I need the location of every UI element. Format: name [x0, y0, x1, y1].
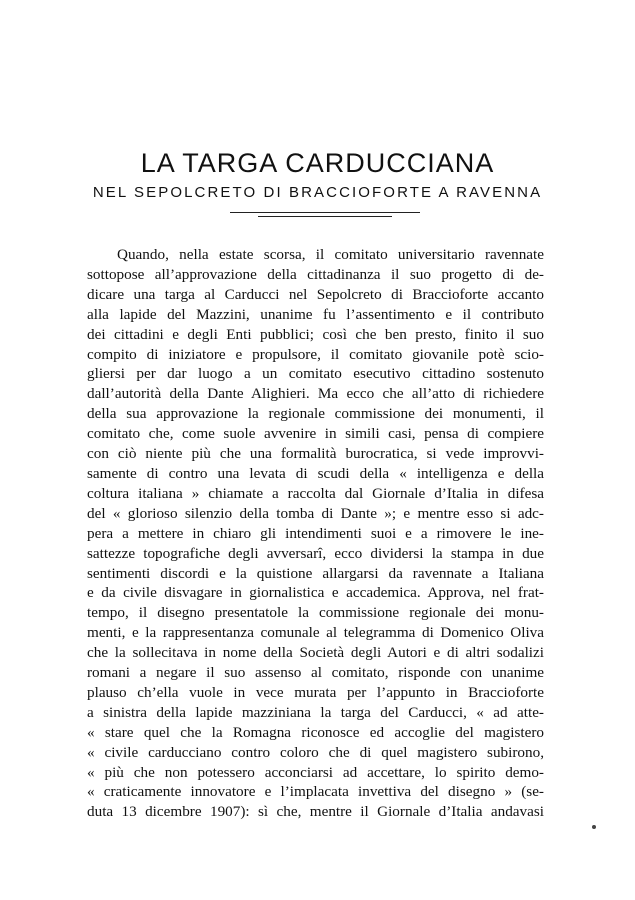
body-line: plauso ch’ella vuole in vece murata per l’appunto in Braccioforte — [87, 683, 544, 701]
body-line: duta 13 dicembre 1907): sì che, mentre il Giornale d’Italia andavasi — [87, 803, 544, 821]
article-title: LA TARGA CARDUCCIANA — [140, 148, 495, 178]
body-line: della sua approvazione la regionale commissione dei monumenti, il — [87, 405, 544, 423]
body-line: con ciò niente più che una formalità burocratica, si vede improvvi- — [87, 445, 544, 463]
body-line: coltura italiana » chiamate a raccolta dal Giornale d’Italia in difesa — [87, 484, 544, 502]
body-line: dall’autorità della Dante Alighieri. Ma ecco che all’atto di richiedere — [87, 385, 544, 403]
body-line: sentimenti discordi e la quistione allargarsi da ravennate a Italiana — [87, 564, 544, 582]
body-line: « stare quel che la Romagna riconosce ed accoglie del magistero — [87, 723, 544, 741]
body-line: Quando, nella estate scorsa, il comitato universitario ravennate — [117, 246, 544, 263]
body-line: « più che non potessero acconciarsi ad accettare, lo spirito demo- — [87, 763, 544, 781]
body-line: del « glorioso silenzio della tomba di Dante »; e mentre esso si adc- — [87, 504, 544, 522]
body-line: « civile carducciano contro coloro che di quel magistero subirono, — [87, 743, 544, 761]
body-line: tempo, il disegno presentatole la commissione regionale dei monu- — [87, 604, 544, 622]
body-line: sottopose all’approvazione della cittadinanza il suo progetto di de- — [87, 265, 544, 283]
body-line: sattezze topografiche degli avversarî, ecco dividersi la stampa in due — [87, 544, 544, 562]
body-line: compito di iniziatore e propulsore, il comitato giovanile potè scio- — [87, 345, 544, 363]
body-line: comitato che, come suole avvenire in simili casi, pensa di compiere — [87, 425, 544, 443]
body-line: gliersi per dar luogo a un comitato esecutivo cittadino sostenuto — [87, 365, 544, 383]
body-line: e da civile disvagare in giornalistica e accademica. Approva, nel frat- — [87, 584, 544, 602]
article-subtitle: NEL SEPOLCRETO DI BRACCIOFORTE A RAVENNA — [92, 184, 543, 201]
body-line: alla lapide del Mazzini, unanime fu l’assentimento e il contributo — [87, 305, 544, 323]
body-line: samente di contro una levata di scudi della « intelligenza e della — [87, 464, 544, 482]
body-line: a sinistra della lapide mazziniana la targa del Carducci, « ad atte- — [87, 703, 544, 721]
title-divider-short — [258, 216, 392, 217]
title-divider — [230, 212, 420, 213]
body-line: romani a negare il suo assenso al comitato, risponde con unanime — [87, 664, 544, 682]
body-line: « craticamente innovatore e l’implacata invettiva del disegno » (se- — [87, 783, 544, 801]
article-body — [87, 245, 544, 822]
body-line: che la sollecitava in nome della Società degli Autori e di altri sodalizi — [87, 644, 544, 662]
body-line: dicare una targa al Carducci nel Sepolcreto di Braccioforte accanto — [87, 285, 544, 303]
margin-speck — [592, 825, 596, 829]
body-line: pera a mettere in chiaro gli intendimenti suoi e a rimovere le ine- — [87, 524, 544, 542]
body-line: menti, e la rappresentanza comunale al telegramma di Domenico Oliva — [87, 624, 544, 642]
body-line: dei cittadini e degli Enti pubblici; così che ben presto, finito il suo — [87, 325, 544, 343]
